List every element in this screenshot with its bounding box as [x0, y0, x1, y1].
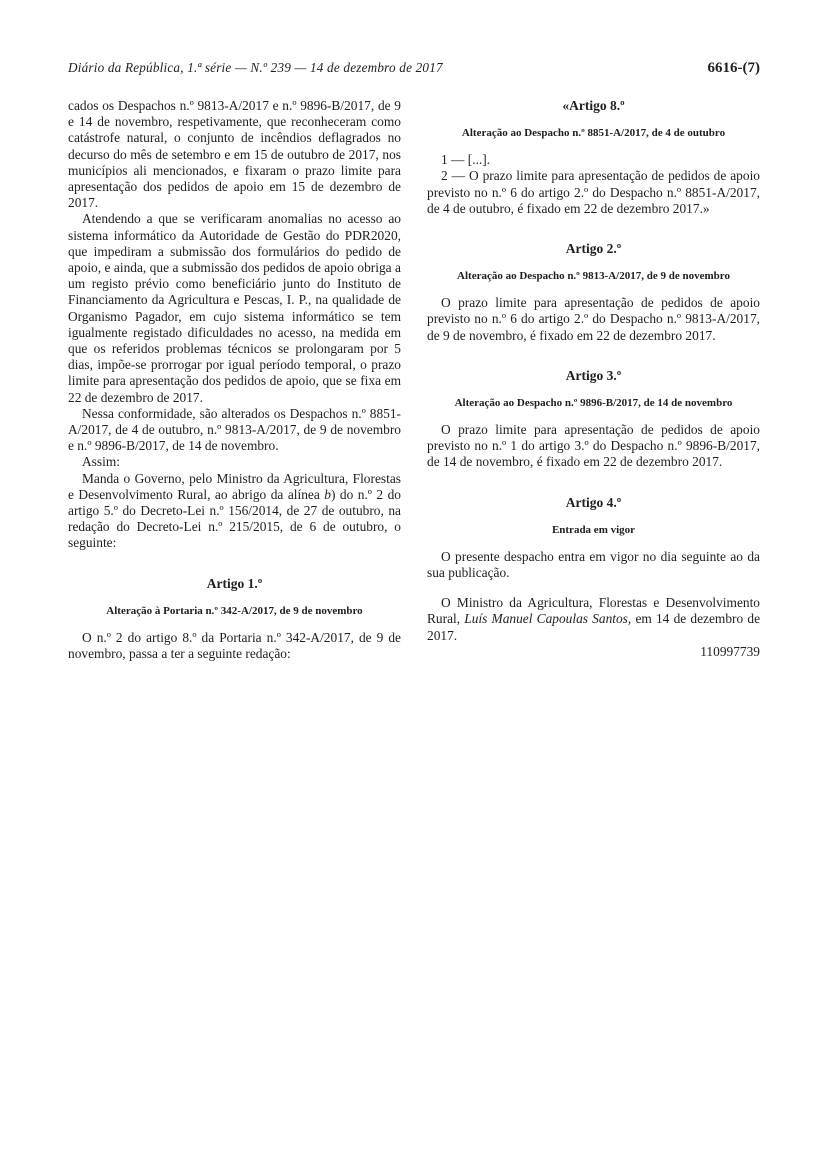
article-4-title: Artigo 4.º: [565, 494, 622, 510]
page-number: 6616-(7): [707, 60, 760, 76]
italic-run: b: [324, 486, 331, 502]
signature-paragraph: [427, 595, 760, 644]
two-column-layout: [68, 98, 760, 662]
article-8-item-2: 2 — O prazo limite para apresentação de pedidos de apoio previsto no n.º 6 do artigo 2.º do Despacho n.º 8851-A/2017, de 4 de outubro, é fixado em 22 de dezembro 2017.»: [427, 168, 760, 216]
text-run: Manda o Governo, pelo Ministro da Agricultura, Florestas e Desenvolvimento Rural, ao abrigo da alínea: [68, 470, 401, 502]
journal-title-line: Diário da República, 1.ª série — N.º 239 — 14 de dezembro de 2017: [68, 60, 443, 75]
page-header: [68, 60, 760, 77]
article-8-title: «Artigo 8.º: [562, 98, 625, 113]
paragraph-assim: Assim:: [82, 454, 120, 470]
text-run: O Ministro da Agricultura, Florestas e Desenvolvimento Rural,: [427, 595, 760, 627]
text-run: em 14 de dezembro de 2017.: [427, 611, 761, 643]
registry-number: 110997739: [700, 643, 760, 659]
minister-name-italic: Luís Manuel Capoulas Santos,: [464, 611, 632, 627]
paragraph-conformidade: Nessa conformidade, são alterados os Despachos n.º 8851-A/2017, de 4 de outubro, n.º 9813-A/2017, de 9 de novembro e n.º 9896-B/2017, de 14 de novembro.: [68, 405, 401, 454]
article-1-subtitle: Alteração à Portaria n.º 342-A/2017, de 9 de novembro: [106, 604, 363, 617]
paragraph-manda: [68, 471, 401, 552]
article-4-subtitle: Entrada em vigor: [551, 523, 636, 536]
article-4-body: O presente despacho entra em vigor no dia seguinte ao da sua publicação.: [427, 548, 760, 581]
left-column: [68, 98, 401, 662]
text-run: ) do n.º 2 do artigo 5.º do Decreto-Lei n.º 156/2014, de 27 de outubro, na redação do Decreto-Lei n.º 215/2015, de 6 de outubro, o seguinte:: [68, 486, 401, 551]
paragraph-anomalias: Atendendo a que se verificaram anomalias no acesso ao sistema informático da Autoridade de Gestão do PDR2020, que impediram a submissão dos formulários do pedido de apoio, e ainda, que a submissão dos pedidos de apoio obriga a um registo prévio como beneficiário junto do Instituto de Financiamento da Agricultura e Pescas, I. P., na qualidade de Organismo Pagador, em cujo sistema informático se tem igualmente registado dificuldades no acesso, na medida em que os referidos problemas técnicos se prolongaram por 5 dias, impõe-se prorrogar por igual período temporal, o prazo limite para apresentação dos pedidos de apoio, que se fixa em 22 de dezembro de 2017.: [68, 211, 401, 405]
article-2-subtitle: Alteração ao Despacho n.º 9813-A/2017, de 9 de novembro: [457, 270, 730, 283]
right-column: [427, 98, 760, 662]
article-8-subtitle: Alteração ao Despacho n.º 8851-A/2017, de 4 de outubro: [461, 127, 726, 140]
article-1-title: Artigo 1.º: [206, 575, 263, 591]
article-3-body: O prazo limite para apresentação de pedidos de apoio previsto no n.º 1 do artigo 3.º do Despacho n.º 9896-B/2017, de 14 de novembro, é fixado em 22 de dezembro 2017.: [427, 422, 760, 470]
article-3-subtitle: Alteração ao Despacho n.º 9896-B/2017, de 14 de novembro: [454, 397, 733, 410]
article-1-body: O n.º 2 do artigo 8.º da Portaria n.º 342-A/2017, de 9 de novembro, passa a ter a seguinte redação:: [68, 629, 401, 662]
article-8-item-1: 1 — [...].: [441, 152, 491, 168]
article-2-body: O prazo limite para apresentação de pedidos de apoio previsto no n.º 6 do artigo 2.º do Despacho n.º 9813-A/2017, de 9 de novembro, é fixado em 22 de dezembro 2017.: [427, 295, 760, 343]
article-3-title: Artigo 3.º: [565, 367, 622, 383]
article-2-title: Artigo 2.º: [565, 241, 622, 257]
paragraph-continuation: cados os Despachos n.º 9813-A/2017 e n.º 9896-B/2017, de 9 e 14 de novembro, respetivamente, que reconheceram como catástrofe natural, o conjunto de incêndios deflagrados no decurso do mês de setembro e em 15 de outubro de 2017, nos municípios ali mencionados, e fixaram o prazo limite para apresentação dos pedidos de apoio em 15 de dezembro de 2017.: [68, 98, 401, 211]
